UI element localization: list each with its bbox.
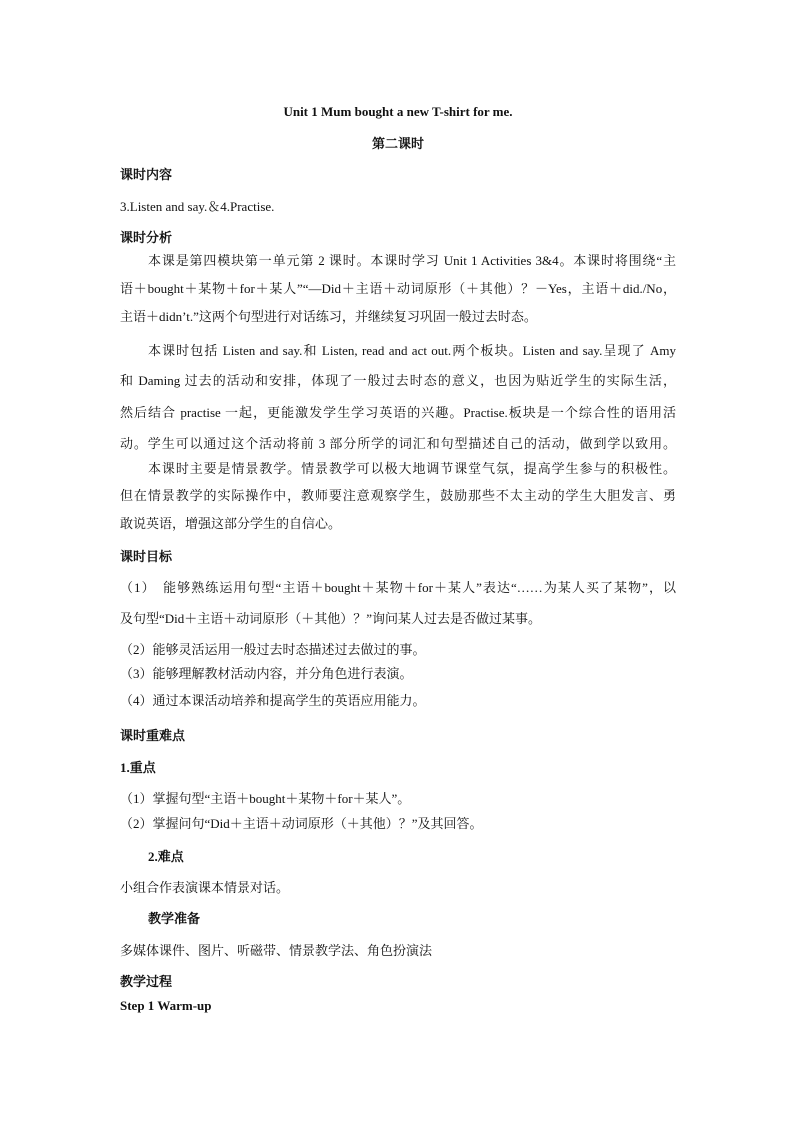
analysis-p1-line1: 本课是第四模块第一单元第 2 课时。本课时学习 Unit 1 Activities 3&4。本课时将围绕“主 (148, 253, 676, 268)
analysis-p1-line3: 主语＋didn’t.”这两个句型进行对话练习，并继续复习巩固一般过去时态。 (120, 309, 537, 324)
analysis-p3-line1: 本课时主要是情景教学。情景教学可以极大地调节课堂气氛，提高学生参与的积极性。 (148, 461, 676, 476)
prep-heading: 教学准备 (148, 911, 201, 926)
analysis-heading: 课时分析 (120, 230, 173, 245)
keypoints-heading: 课时重难点 (120, 728, 186, 743)
step1-heading: Step 1 Warm-up (120, 998, 212, 1013)
content-heading: 课时内容 (120, 167, 173, 182)
content-text: 3.Listen and say.＆4.Practise. (120, 199, 275, 214)
analysis-p3-line2: 但在情景教学的实际操作中，教师要注意观察学生，鼓励那些不太主动的学生大胆发言、勇 (120, 488, 676, 503)
goal1-line1: （1） 能够熟练运用句型“主语＋bought＋某物＋for＋某人”表达“……为某人买了某物”，以 (120, 580, 676, 595)
analysis-p1-line2: 语＋bought＋某物＋for＋某人”“—Did＋主语＋动词原形（＋其他）？－Yes，主语＋did./No， (120, 281, 676, 296)
goal4: （4）通过本课活动培养和提高学生的英语应用能力。 (120, 693, 426, 708)
goal2: （2）能够灵活运用一般过去时态描述过去做过的事。 (120, 642, 426, 657)
goals-heading: 课时目标 (120, 549, 173, 564)
analysis-p2-line2: 和 Daming 过去的活动和安排，体现了一般过去时态的意义，也因为贴近学生的实际生活， (120, 373, 676, 388)
key-label: 1.重点 (120, 760, 156, 775)
analysis-p2-line3: 然后结合 practise 一起，更能激发学生学习英语的兴趣。Practise.板块是一个综合性的语用活 (120, 405, 676, 420)
diff-text: 小组合作表演课本情景对话。 (120, 880, 290, 895)
analysis-p3-line3: 敢说英语，增强这部分学生的自信心。 (120, 516, 342, 531)
process-heading: 教学过程 (120, 974, 173, 989)
doc-title: Unit 1 Mum bought a new T-shirt for me. (283, 104, 513, 119)
goal3: （3）能够理解教材活动内容，并分角色进行表演。 (120, 666, 413, 681)
diff-label: 2.难点 (148, 849, 184, 864)
key1: （1）掌握句型“主语＋bought＋某物＋for＋某人”。 (120, 791, 411, 806)
doc-subtitle: 第二课时 (371, 136, 424, 151)
analysis-p2-line1: 本课时包括 Listen and say.和 Listen, read and act out.两个板块。Listen and say.呈现了 Amy (148, 343, 676, 358)
goal1-line2: 及句型“Did＋主语＋动词原形（＋其他）？”询问某人过去是否做过某事。 (120, 611, 542, 626)
prep-text: 多媒体课件、图片、听磁带、情景教学法、角色扮演法 (120, 943, 433, 958)
analysis-p2-line4: 动。学生可以通过这个活动将前 3 部分所学的词汇和句型描述自己的活动，做到学以致用。 (120, 436, 676, 451)
key2: （2）掌握问句“Did＋主语＋动词原形（＋其他）？”及其回答。 (120, 816, 483, 831)
